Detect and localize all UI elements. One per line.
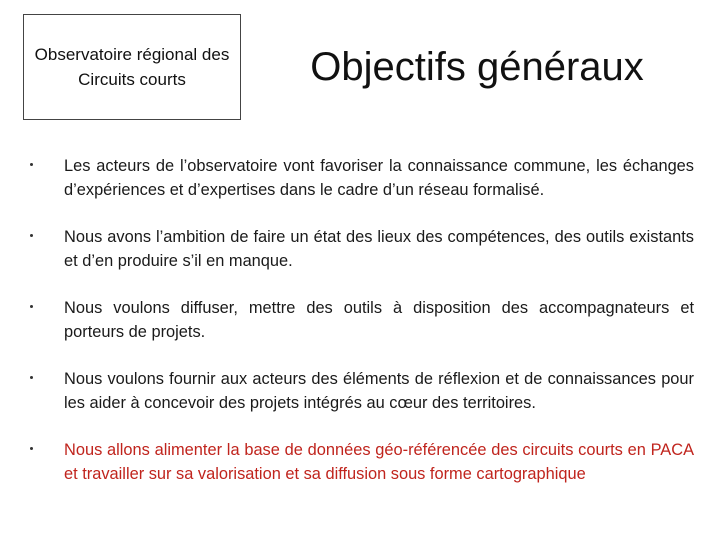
- bullet-dot-icon: [30, 163, 33, 166]
- objective-item-2: [28, 225, 694, 273]
- objective-text-highlighted: Nous allons alimenter la base de données géo-référencée des circuits courts en PACA et travailler sur sa valorisation et sa diffusion sous forme cartographique: [64, 441, 694, 483]
- observatory-name: Observatoire régional des Circuits courts: [34, 45, 230, 89]
- bullet-dot-icon: [30, 305, 33, 308]
- objective-text: Nous avons l’ambition de faire un état des lieux des compétences, des outils existants et d’en produire s’il en manque.: [64, 228, 694, 270]
- observatory-logo-box: [23, 14, 241, 120]
- objective-text: Nous voulons fournir aux acteurs des éléments de réflexion et de connaissances pour les aider à concevoir des projets intégrés au cœur des territoires.: [64, 370, 694, 412]
- objectives-list: [28, 154, 694, 509]
- bullet-dot-icon: [30, 376, 33, 379]
- page-title: Objectifs généraux: [310, 45, 644, 89]
- objective-item-4: [28, 367, 694, 415]
- objective-item-3: [28, 296, 694, 344]
- objective-text: Les acteurs de l’observatoire vont favoriser la connaissance commune, les échanges d’expériences et d’expertises dans le cadre d’un réseau formalisé.: [64, 157, 694, 199]
- bullet-dot-icon: [30, 234, 33, 237]
- objective-text: Nous voulons diffuser, mettre des outils à disposition des accompagnateurs et porteurs de projets.: [64, 299, 694, 341]
- bullet-dot-icon: [30, 447, 33, 450]
- objective-item-5: [28, 438, 694, 486]
- objective-item-1: [28, 154, 694, 202]
